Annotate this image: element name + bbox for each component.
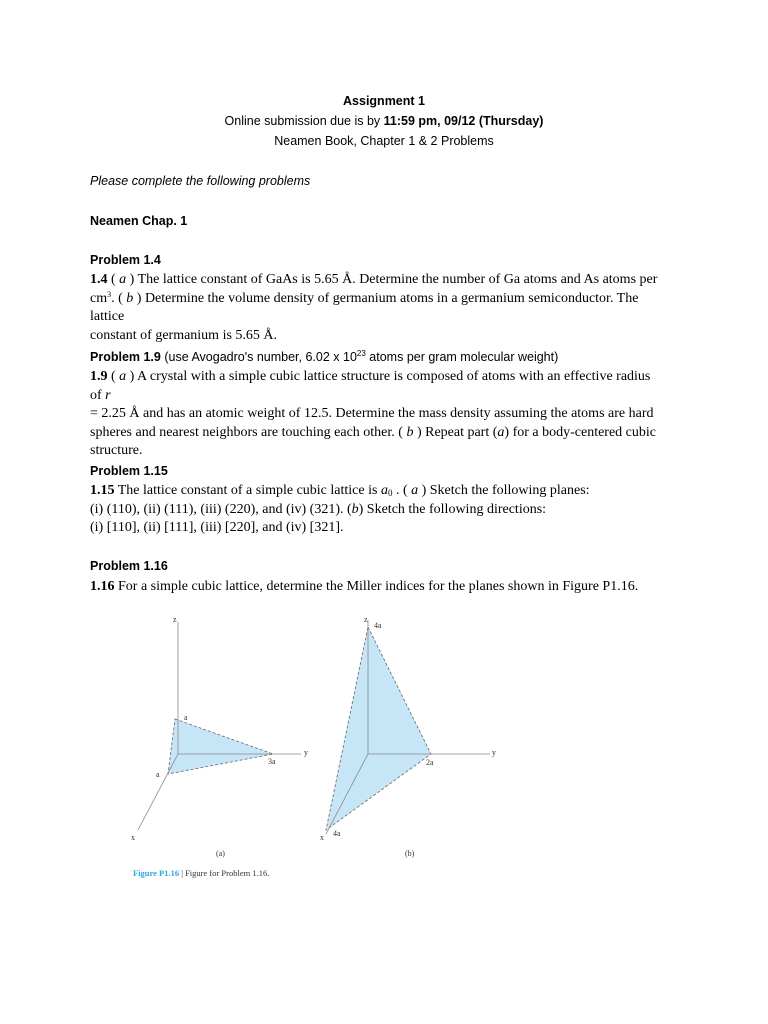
problem-heading-1-15 xyxy=(90,464,680,478)
text-run: ) The lattice constant of GaAs is 5.65 Å. Determine the number of Ga atoms and As atoms per xyxy=(126,272,658,287)
subfigure-label-a: (a) xyxy=(216,849,225,858)
text-run: ) Determine the volume density of germanium atoms in a germanium semiconductor. The lattice xyxy=(90,290,639,325)
subscript: 0 xyxy=(387,488,393,498)
label-z: z xyxy=(173,615,177,624)
heading-text: Problem 1.16 xyxy=(90,559,168,573)
problem-number: 1.4 xyxy=(90,272,108,287)
plane-a xyxy=(168,719,273,774)
text-line xyxy=(90,482,658,501)
due-date: 11:59 pm, 09/12 (Thursday) xyxy=(383,114,544,128)
problem-number: 1.16 xyxy=(90,579,115,594)
label-a-left: a xyxy=(156,770,160,779)
plane-b xyxy=(326,627,431,830)
label-y: y xyxy=(304,748,308,757)
subfigure-label-b: (b) xyxy=(405,849,415,858)
part-letter: a xyxy=(119,272,127,287)
label-2a: 2a xyxy=(426,758,434,767)
figure-b xyxy=(320,615,496,858)
text-run: The lattice constant of a simple cubic lattice is xyxy=(114,483,381,498)
text-run: ) Repeat part ( xyxy=(413,424,498,440)
due-line xyxy=(0,114,768,128)
text-line xyxy=(90,271,658,290)
problem-number: 1.15 xyxy=(90,483,115,498)
problem-text-1-16 xyxy=(90,578,658,597)
problem-heading-1-9 xyxy=(90,350,680,364)
part-letter: b xyxy=(351,501,359,517)
assignment-title xyxy=(0,94,768,108)
caption-label: Figure P1.16 xyxy=(133,868,180,878)
variable: a xyxy=(380,483,388,498)
label-y: y xyxy=(492,748,496,757)
text-line xyxy=(90,424,658,443)
text-run: ( xyxy=(107,272,120,287)
part-letter: a xyxy=(411,483,419,498)
instructions-text: Please complete the following problems xyxy=(90,174,311,188)
text-line: (i) [110], (ii) [111], (iii) [220], and (iv) [321]. xyxy=(90,520,344,536)
text-run: . ( xyxy=(111,290,127,306)
problem-text-1-9 xyxy=(90,368,658,461)
text-line xyxy=(90,368,658,405)
text-line: = 2.25 Å and has an atomic weight of 12.5. Determine the mass density assuming the atoms are hard xyxy=(90,406,654,422)
variable: r xyxy=(105,387,111,403)
part-letter: a xyxy=(119,369,127,384)
label-4a-top: 4a xyxy=(374,621,382,630)
text-run: For a simple cubic lattice, determine the Miller indices for the planes shown in Figure P1.16. xyxy=(114,579,639,594)
label-3a: 3a xyxy=(268,757,276,766)
heading-text: Problem 1.9 xyxy=(90,350,161,364)
text-run: ) for a body-centered cubic xyxy=(504,424,656,440)
heading-text: Problem 1.4 xyxy=(90,253,161,267)
figure-p1-16 xyxy=(128,612,496,882)
section-heading-text: Neamen Chap. 1 xyxy=(90,214,188,228)
label-a-top: a xyxy=(184,713,188,722)
text-run: ( xyxy=(107,369,120,384)
label-z: z xyxy=(364,615,368,624)
text-run: ) Sketch the following planes: xyxy=(418,483,590,498)
text-line xyxy=(90,290,658,327)
text-run: cm xyxy=(90,290,108,306)
x-axis xyxy=(138,754,178,830)
part-letter: b xyxy=(126,290,134,306)
label-4a-x: 4a xyxy=(333,829,341,838)
label-x: x xyxy=(320,833,324,842)
text-line: constant of germanium is 5.65 Å. xyxy=(90,327,278,343)
text-run: . ( xyxy=(392,483,412,498)
superscript: 3 xyxy=(107,289,112,299)
note-text: atoms per gram molecular weight) xyxy=(365,350,559,364)
caption-text: | Figure for Problem 1.16. xyxy=(179,868,270,878)
text-run: ) A crystal with a simple cubic lattice structure is composed of atoms with an effective radius of xyxy=(90,369,651,403)
note-text: (use Avogadro's number, 6.02 x 10 xyxy=(160,350,357,364)
text-line: structure. xyxy=(90,443,143,459)
superscript: 23 xyxy=(356,349,366,358)
problem-text-1-4 xyxy=(90,271,658,345)
problem-number: 1.9 xyxy=(90,369,108,384)
figure-a xyxy=(131,615,308,858)
book-line: Neamen Book, Chapter 1 & 2 Problems xyxy=(274,134,494,148)
label-x: x xyxy=(131,833,135,842)
heading-text: Problem 1.15 xyxy=(90,464,168,478)
instructions xyxy=(90,174,680,188)
text-run: spheres and nearest neighbors are touching each other. ( xyxy=(90,424,407,440)
text-line xyxy=(90,501,658,520)
title-text: Assignment 1 xyxy=(343,94,425,108)
section-heading xyxy=(90,214,680,228)
problem-heading-1-16 xyxy=(90,559,680,573)
due-prefix: Online submission due is by xyxy=(224,114,384,128)
problem-heading-1-4 xyxy=(90,253,680,267)
figure-caption xyxy=(133,868,269,878)
problem-text-1-15 xyxy=(90,482,658,538)
text-run: (i) (110), (ii) (111), (iii) (220), and (iv) (321). ( xyxy=(90,501,352,517)
part-letter: a xyxy=(497,424,505,440)
part-letter: b xyxy=(406,424,414,440)
text-run: ) Sketch the following directions: xyxy=(358,501,547,517)
